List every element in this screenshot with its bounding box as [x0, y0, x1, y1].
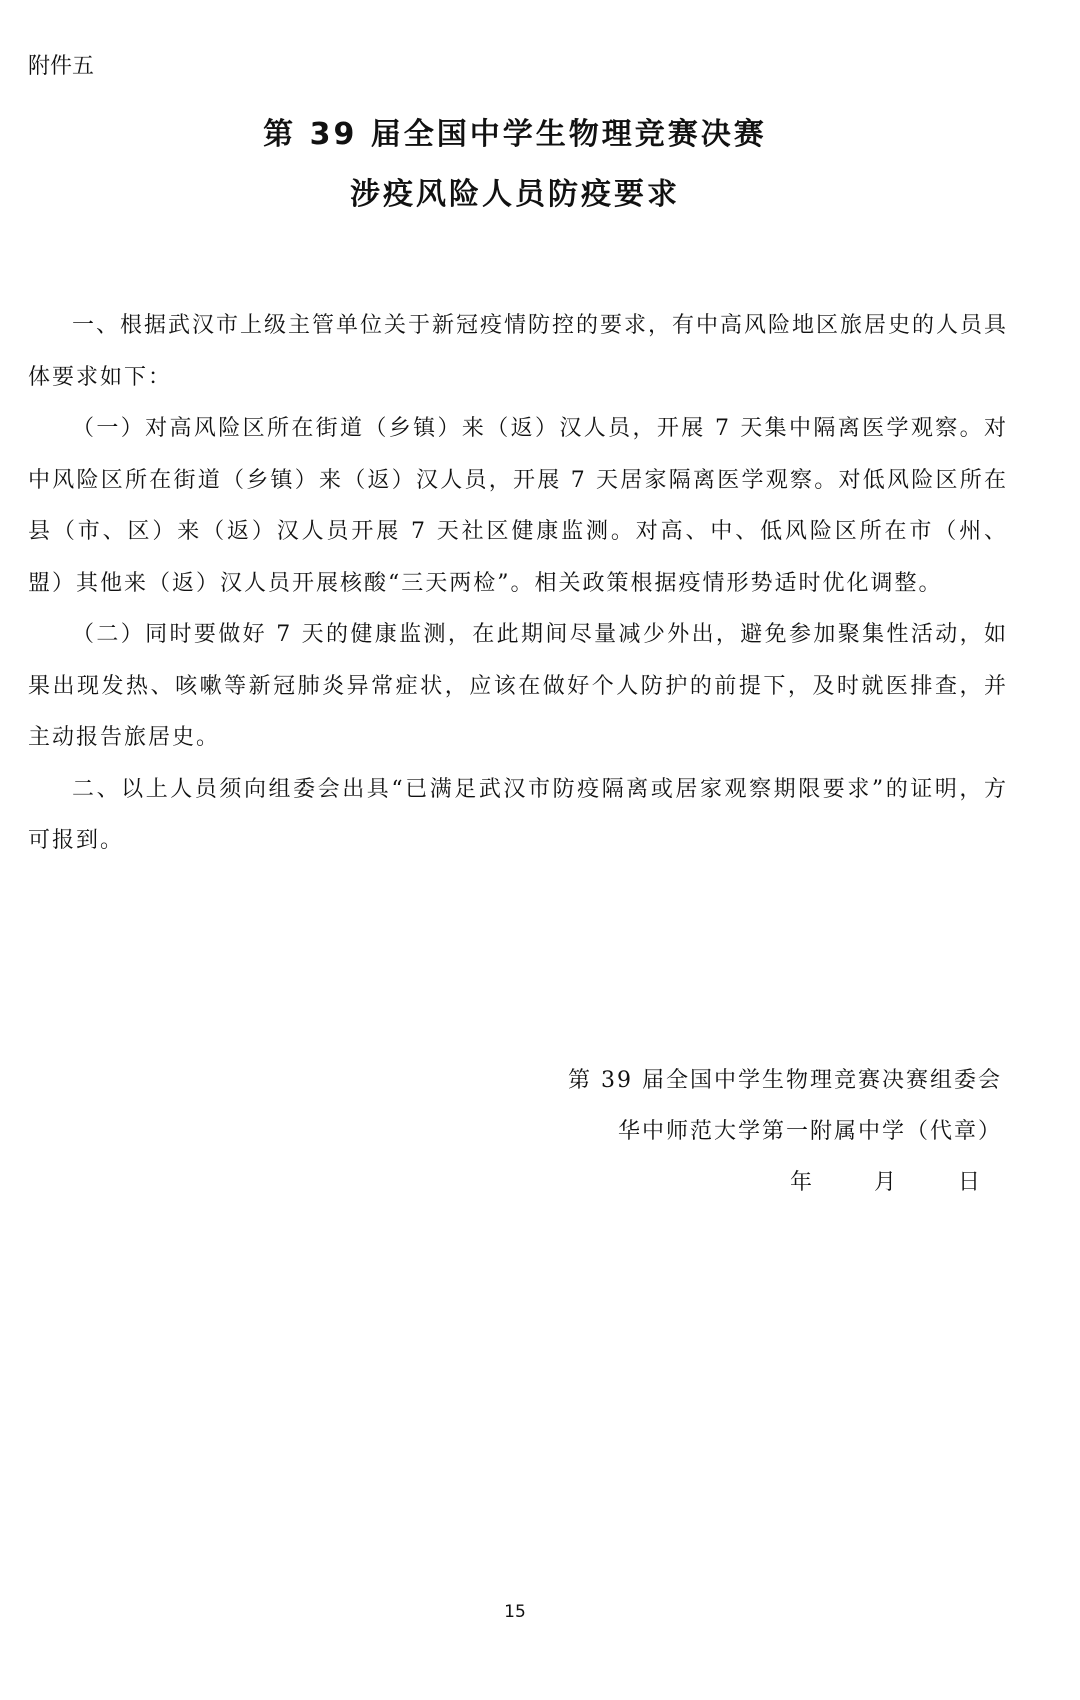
- signature-school: 华中师范大学第一附属中学（代章）: [617, 1119, 1002, 1144]
- document-title: 第 39 届全国中学生物理竞赛决赛: [263, 117, 767, 152]
- paragraph-3: （二）同时要做好 7 天的健康监测，在此期间尽量减少外出，避免参加聚集性活动，如果出现发热、咳嗽等新冠肺炎异常症状，应该在做好个人防护的前提下，及时就医排查，并主动报告旅居史。: [28, 622, 1008, 750]
- date-day: 日: [957, 1170, 982, 1195]
- signature-block: [568, 1055, 1002, 1208]
- paragraph-1: 一、根据武汉市上级主管单位关于新冠疫情防控的要求，有中高风险地区旅居史的人员具体要求如下：: [28, 313, 1009, 390]
- attachment-label: 附件五: [28, 54, 95, 79]
- date-year: 年: [789, 1170, 814, 1195]
- date-month: 月: [873, 1170, 898, 1195]
- signature-date: [568, 1157, 1002, 1208]
- document-body: [28, 300, 1008, 867]
- signature-organizer: 第 39 届全国中学生物理竞赛决赛组委会: [568, 1068, 1002, 1093]
- paragraph-2: （一）对高风险区所在街道（乡镇）来（返）汉人员，开展 7 天集中隔离医学观察。对中风险区所在街道（乡镇）来（返）汉人员，开展 7 天居家隔离医学观察。对低风险区所在县（市、区）来（返）汉人员开展 7 天社区健康监测。对高、中、低风险区所在市（州、盟）其他来（返）汉人员开展核酸“三天两检”。相关政策根据疫情形势适时优化调整。: [28, 416, 1008, 596]
- page-number: 15: [504, 1602, 526, 1622]
- paragraph-4: 二、以上人员须向组委会出具“已满足武汉市防疫隔离或居家观察期限要求”的证明，方可报到。: [28, 776, 1008, 853]
- document-subtitle: 涉疫风险人员防疫要求: [350, 177, 680, 212]
